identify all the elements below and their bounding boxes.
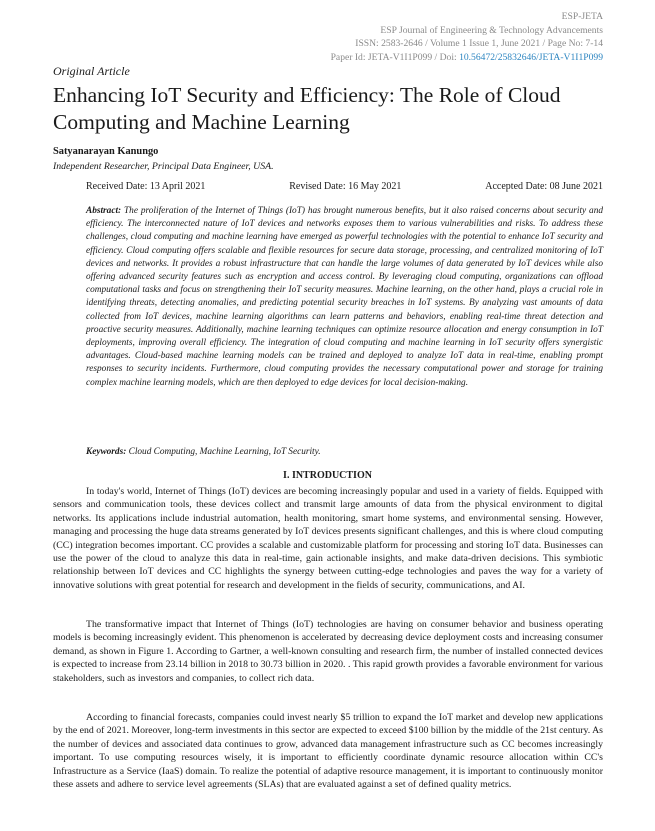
issn-line: ISSN: 2583-2646 / Volume 1 Issue 1, June 2021 / Page No: 7-14 xyxy=(355,38,603,49)
intro-paragraph-3: According to financial forecasts, companies could invest nearly $5 trillion to expand the IoT market and develop new applications by the end of 2021. Moreover, long-term investments in this sector are expected to exceed $100 billion by the middle of the 21st century. As the number of devices and associated data continues to grow, advanced data management infrastructure such as CC becomes increasingly important. To use computing resources wisely, it is important to efficiently coordinate dynamic resource allocation within CC's Infrastructure as a Service (IaaS) domain. To realize the potential of adaptive resource management, it is important to continuously monitor these assets and adhere to service level agreements (SLAs) that are evaluated against a set of defined quality metrics. xyxy=(53,712,603,791)
received-date: Received Date: 13 April 2021 xyxy=(86,181,206,192)
accepted-date: Accepted Date: 08 June 2021 xyxy=(485,181,603,192)
doi-link[interactable]: 10.56472/25832646/JETA-V1I1P099 xyxy=(459,51,603,63)
keywords-label: Keywords: xyxy=(86,447,127,457)
keywords xyxy=(86,447,321,457)
journal-name: ESP Journal of Engineering & Technology Advancements xyxy=(380,24,603,36)
article-type: Original Article xyxy=(53,64,130,78)
section-heading: I. INTRODUCTION xyxy=(283,470,372,481)
paper-id-line xyxy=(331,51,603,65)
intro-paragraph-2: The transformative impact that Internet of Things (IoT) technologies are having on consumer behavior and business operating models is becoming increasingly evident. This phenomenon is accelerated by decreasing device deployment costs and increasing consumer demand, as shown in Figure 1. According to Gartner, a well-known consulting and research firm, the number of installed connected devices is expected to increase from 23.14 billion in 2018 to 30.73 billion in 2020. . This rapid growth provides a favorable environment for various stakeholders, such as investors and companies, to collect rich data. xyxy=(53,619,603,684)
author-affiliation: Independent Researcher, Principal Data Engineer, USA. xyxy=(53,161,274,172)
intro-paragraph-1: In today's world, Internet of Things (IoT) devices are becoming increasingly popular and used in a variety of fields. Equipped with sensors and communication tools, these devices collect and transmit large amounts of data from the physical environment to digital networks. Its applications include industrial automation, health monitoring, smart home systems, and environmental sensing. However, managing and processing the huge data streams generated by IoT devices presents significant challenges, and this is where cloud computing (CC) integration becomes important. CC provides a scalable and customizable platform for processing and storing IoT data. Businesses can use the power of the cloud to analyze this data in real-time, gain actionable insights, and make data-driven decisions. This symbiotic relationship between IoT devices and CC highlights the synergy between cutting-edge technologies and paves the way for a variety of innovative solutions with great potential for research and development in the fields of security, communications, and AI. xyxy=(53,486,603,591)
abstract-text: The proliferation of the Internet of Things (IoT) has brought numerous benefits, but it also raised concerns about security and efficiency. The interconnected nature of IoT devices and networks exposes them to various vulnerabilities and risks. To address these challenges, cloud computing and machine learning have emerged as powerful technologies with the potential to enhance IoT security and efficiency. Cloud computing offers scalable and flexible resources for secure data storage, processing, and centralized monitoring of IoT devices and networks. It provides a robust infrastructure that can handle the large volumes of data generated by IoT devices while also offering advanced security features such as encryption and access control. By leveraging cloud computing, organizations can offload computational tasks and focus on strengthening their IoT security measures. Machine learning, on the other hand, plays a crucial role in identifying threats, detecting anomalies, and predicting potential security breaches in IoT systems. By analyzing vast amounts of data collected from IoT devices, machine learning algorithms can learn patterns and behaviors, enabling real-time threat detection and proactive security measures. Additionally, machine learning techniques can optimize resource allocation and energy consumption in IoT deployments, improving overall efficiency. The integration of cloud computing and machine learning in IoT security offers synergistic advantages. Cloud-based machine learning models can be trained and deployed to analyze IoT data in real-time, enabling prompt responses to security incidents. Furthermore, cloud computing provides the necessary computational power and storage for training complex machine learning models, which are then deployed to edge devices for local decision-making. xyxy=(86,206,603,388)
abstract xyxy=(86,205,603,390)
dates-row xyxy=(86,181,603,192)
keywords-text: Cloud Computing, Machine Learning, IoT Security. xyxy=(128,447,321,457)
journal-short-name: ESP-JETA xyxy=(561,11,603,22)
journal-header xyxy=(331,10,603,64)
paper-id-prefix: Paper Id: JETA-V1I1P099 / Doi: xyxy=(330,51,460,63)
paper-title: Enhancing IoT Security and Efficiency: The Role of Cloud Computing and Machine Learning xyxy=(53,83,561,134)
author-name: Satyanarayan Kanungo xyxy=(53,146,159,157)
abstract-label: Abstract: xyxy=(86,206,122,216)
revised-date: Revised Date: 16 May 2021 xyxy=(289,181,402,192)
